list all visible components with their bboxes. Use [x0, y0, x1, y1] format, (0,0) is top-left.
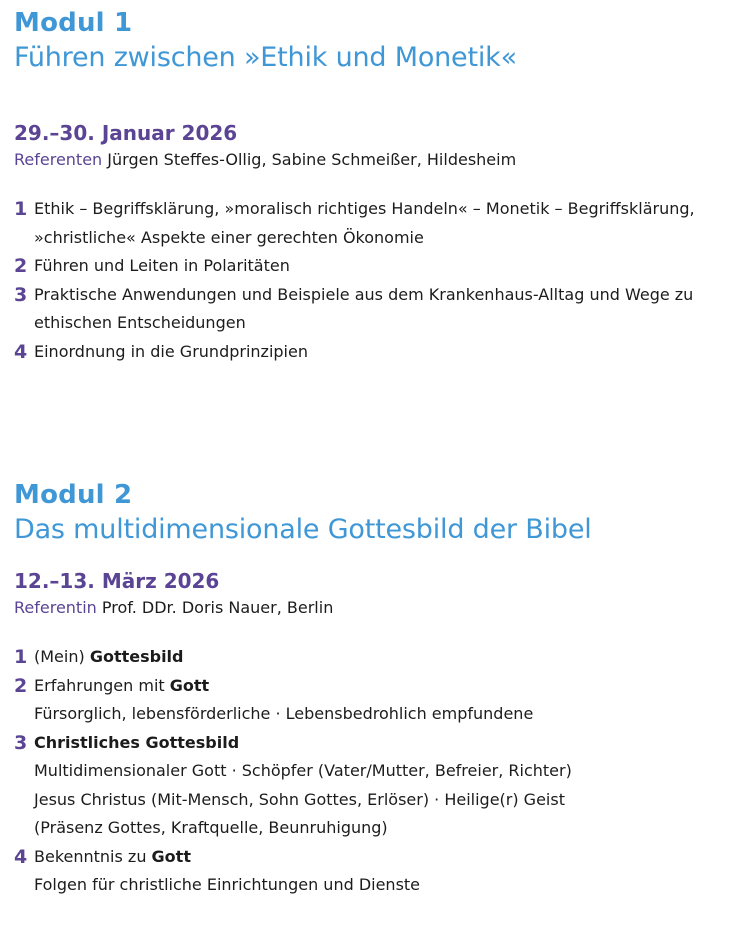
topic-item [14, 729, 738, 843]
topic-number: 4 [14, 845, 28, 868]
speakers-label: Referentin [14, 598, 97, 617]
module-2 [14, 478, 738, 900]
topic-subline: (Präsenz Gottes, Kraftquelle, Beunruhigung) [34, 818, 388, 837]
topic-bold: Gott [151, 846, 191, 866]
speakers-label: Referenten [14, 150, 103, 169]
topic-number: 2 [14, 674, 28, 697]
topic-subline: Jesus Christus (Mit-Mensch, Sohn Gottes, Erlöser) · Heilige(r) Geist [34, 789, 565, 809]
topic-text: Ethik – Begriffsklärung, »moralisch richtiges Handeln« – Monetik – Begriffsklärung, »christliche« Aspekte einer gerechten Ökonomie [34, 199, 695, 247]
topic-item [14, 252, 738, 281]
topic-number: 2 [14, 255, 28, 277]
topic-text: Praktische Anwendungen und Beispiele aus dem Krankenhaus-Alltag und Wege zu ethischen Entscheidungen [34, 284, 694, 332]
topic-item [14, 195, 738, 252]
module-title: Führen zwischen »Ethik und Monetik« [14, 42, 517, 73]
speakers-names: Prof. DDr. Doris Nauer, Berlin [101, 598, 334, 617]
module-1 [14, 6, 738, 366]
speakers-line [14, 597, 738, 619]
module-date: 12.–13. März 2026 [14, 569, 220, 593]
topic-prefix: Bekenntnis zu [34, 846, 152, 866]
speakers-names: Jürgen Steffes-Ollig, Sabine Schmeißer, Hildesheim [107, 150, 517, 169]
topic-item [14, 281, 738, 338]
topic-item [14, 338, 738, 367]
topic-number: 3 [14, 283, 28, 306]
speakers-line [14, 149, 738, 171]
topic-list [14, 643, 738, 900]
topic-subline: Multidimensionaler Gott · Schöpfer (Vater/Mutter, Befreier, Richter) [34, 761, 572, 780]
topic-number: 1 [14, 198, 28, 220]
topic-number: 4 [14, 340, 28, 363]
topic-text: Führen und Leiten in Polaritäten [34, 256, 290, 275]
module-date: 29.–30. Januar 2026 [14, 121, 238, 145]
topic-subline: Folgen für christliche Einrichtungen und Dienste [34, 875, 421, 894]
module-label: Modul 1 [14, 8, 133, 38]
topic-prefix: Erfahrungen mit [34, 675, 170, 695]
module-label: Modul 2 [14, 480, 133, 510]
topic-number: 1 [14, 646, 28, 668]
topic-bold: Christliches Gottesbild [34, 732, 240, 752]
topic-subline: Fürsorglich, lebensförderliche · Lebensbedrohlich empfundene [34, 704, 534, 723]
topic-list [14, 195, 738, 366]
topic-bold: Gott [169, 675, 210, 695]
topic-item [14, 843, 738, 900]
topic-prefix: (Mein) [34, 647, 90, 666]
topic-bold: Gottesbild [89, 647, 184, 666]
topic-text: Einordnung in die Grundprinzipien [34, 341, 308, 361]
module-title: Das multidimensionale Gottesbild der Bibel [14, 514, 592, 545]
topic-item [14, 672, 738, 729]
topic-item [14, 643, 738, 672]
topic-number: 3 [14, 731, 28, 754]
